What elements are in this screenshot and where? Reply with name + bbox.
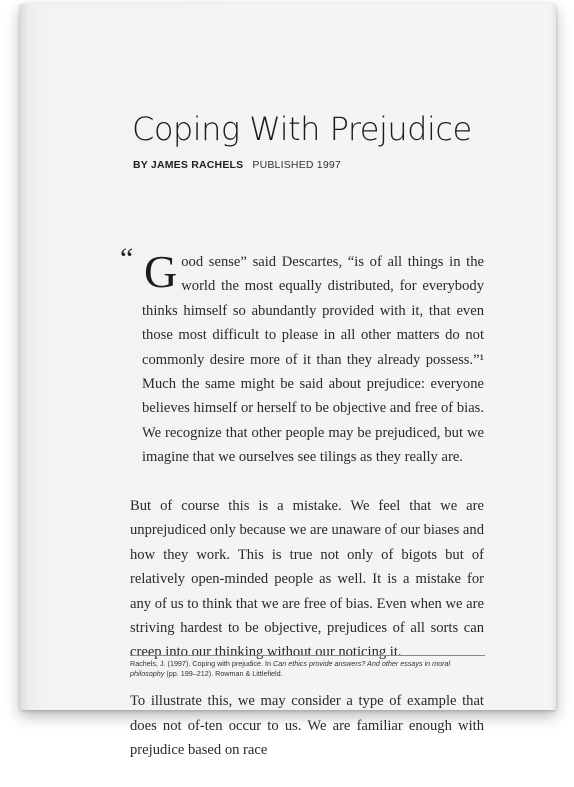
document-title: Coping With Prejudice	[132, 110, 472, 148]
author-name: BY JAMES RACHELS	[133, 159, 244, 171]
drop-cap: G	[144, 246, 178, 297]
footnote-citation	[130, 655, 485, 679]
booklet-cover	[20, 4, 556, 759]
publication-year: PUBLISHED 1997	[252, 159, 341, 171]
footnote-book-title: Can ethics provide answers? And other essays in moral philosophy	[130, 659, 451, 678]
paragraph-1-text: ood sense” said Descartes, “is of all things in the world the most equally distributed, for everybody thinks himself so abundantly provided with it, that even those most difficult to please in all other matters do not commonly desire more of it than they already possess.”¹ Much the same might be said about prejudice: everyone believes himself or herself to be objective and free of bias. We recognize that other people may be prejudiced, but we imagine that we ourselves see tilings as they really are.	[142, 254, 484, 466]
footnote-suffix: (pp. 199–212). Rowman & Littlefield.	[164, 669, 283, 678]
opening-quote-mark: “	[120, 242, 134, 275]
paragraph-2: But of course this is a mistake. We feel that we are unprejudiced only because we are unaware of our biases and how they work. This is true not only of bigots but of relatively open-minded people as well. It is a mistake for any of us to think that we are free of bias. Even when we are striving hardest to be objective, prejudices of all sorts can creep into our thinking without our noticing it.	[130, 498, 484, 661]
paragraph-3: To illustrate this, we may consider a type of example that does not of-ten occur to us. We are familiar enough with prejudice based on race	[130, 693, 484, 759]
footnote-prefix: Rachels, J. (1997). Coping with prejudice. In	[130, 659, 274, 668]
byline	[133, 159, 341, 171]
paragraph-1	[120, 242, 484, 470]
article-body	[120, 242, 484, 787]
